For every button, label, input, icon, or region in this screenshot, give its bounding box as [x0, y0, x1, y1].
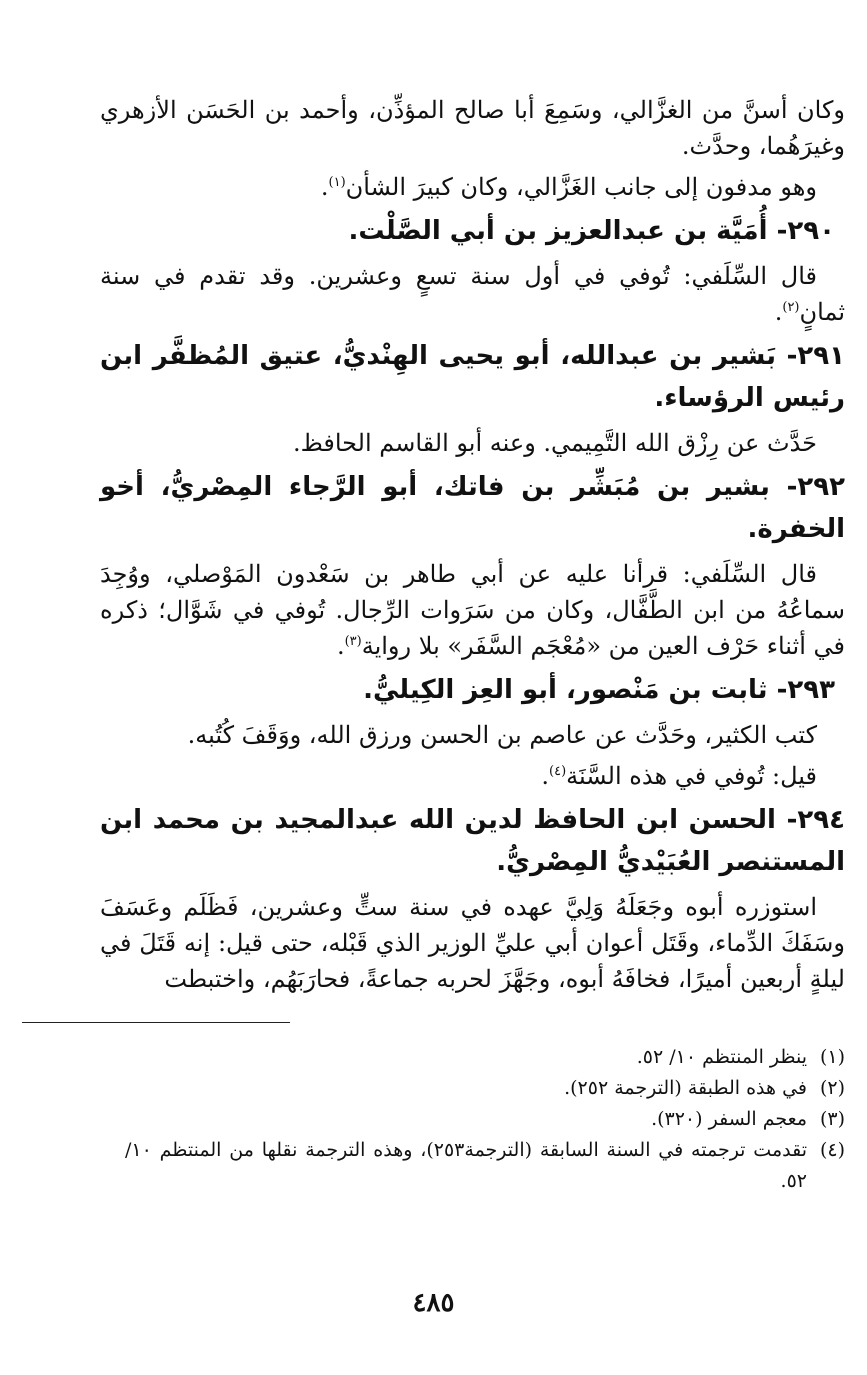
footnote-text: تقدمت ترجمته في السنة السابقة (الترجمة٢٥٣)، وهذه الترجمة نقلها من المنتظم ١٠/ ٥٢.: [125, 1139, 807, 1192]
paragraph: قيل: تُوفي في هذه السَّنَة$^{(٤)}$.: [541, 762, 817, 790]
footnote: [125, 1135, 845, 1197]
footnote-ref: (١): [328, 175, 346, 190]
footnote-number: (٤): [819, 1139, 845, 1161]
footnote-ref: (٢): [782, 300, 800, 315]
paragraph: حَدَّث عن رِزْق الله التَّمِيمي. وعنه أبو القاسم الحافظ.: [292, 429, 817, 457]
footnote: [125, 1073, 845, 1104]
footnote-number: (٣): [819, 1108, 845, 1130]
page-number: ٤٨٥: [412, 1288, 455, 1318]
paragraph: وهو مدفون إلى جانب الغَزَّالي، وكان كبيرَ الشأن$^{(١)}$.: [320, 173, 817, 201]
paragraph: كتب الكثير، وحَدَّث عن عاصم بن الحسن ورزق الله، ووَقَفَ كُتُبه.: [187, 721, 817, 749]
footnote-number: (٢): [819, 1077, 845, 1099]
footnote-text: معجم السفر (٣٢٠).: [651, 1108, 807, 1130]
main-text: [100, 92, 845, 1002]
footnote-separator: [22, 1022, 290, 1023]
footnote-ref: (٣): [344, 634, 362, 649]
paragraph: وكان أسنَّ من الغزَّالي، وسَمِعَ أبا صالح المؤذِّن، وأحمد بن الحَسَن الأزهري وغيرَهُما، وحدَّث.: [100, 96, 845, 160]
paragraph: استوزره أبوه وجَعَلَهُ وَلِيَّ عهده في سنة ستٍّ وعشرين، فَظَلَم وعَسَفَ وسَفَكَ الدِّماء، وقَتَل أعوان أبي عليِّ الوزير الذي قَبْله، حتى قيل: إنه قَتَلَ في ليلةٍ أربعين أميرًا، فخافَهُ أبوه، وجَهَّزَ لحربه جماعةً، فحارَبَهُم، واختبطت: [100, 893, 845, 993]
entry-heading-290: ٢٩٠- أُمَيَّة بن عبدالعزيز بن أبي الصَّلْت.: [348, 216, 835, 246]
entry-heading-293: ٢٩٣- ثابت بن مَنْصور، أبو العِز الكِيليُّ.: [363, 675, 835, 705]
footnote-number: (١): [819, 1046, 845, 1068]
footnote-text: في هذه الطبقة (الترجمة ٢٥٢).: [564, 1077, 807, 1099]
entry-heading-294: ٢٩٤- الحسن ابن الحافظ لدين الله عبدالمجيد بن محمد ابن المستنصر العُبَيْديُّ المِصْريُّ.: [100, 805, 845, 877]
footnote-text: ينظر المنتظم ١٠/ ٥٢.: [636, 1046, 807, 1068]
footnotes: [125, 1042, 845, 1197]
footnote: [125, 1042, 845, 1073]
footnote-ref: (٤): [549, 764, 567, 779]
entry-heading-292: ٢٩٢- بشير بن مُبَشِّر بن فاتك، أبو الرَّجاء المِصْريُّ، أخو الخفرة.: [100, 472, 845, 544]
footnote: [125, 1104, 845, 1135]
paragraph: قال السِّلَفي: تُوفي في أول سنة تسعٍ وعشرين. وقد تقدم في سنة ثمانٍ$^{(٢)}$.: [100, 262, 845, 326]
paragraph: قال السِّلَفي: قرأنا عليه عن أبي طاهر بن سَعْدون المَوْصلي، ووُجِدَ سماعُهُ من ابن الطَّفَّال، وكان من سَرَوات الرِّجال. تُوفي في شَوَّال؛ ذكره في أثناء حَرْف العين من «مُعْجَم السَّفَر» بلا رواية$^{(٣)}$.: [100, 560, 845, 660]
entry-heading-291: ٢٩١- بَشير بن عبدالله، أبو يحيى الهِنْديُّ، عتيق المُظفَّر ابن رئيس الرؤساء.: [100, 341, 845, 413]
